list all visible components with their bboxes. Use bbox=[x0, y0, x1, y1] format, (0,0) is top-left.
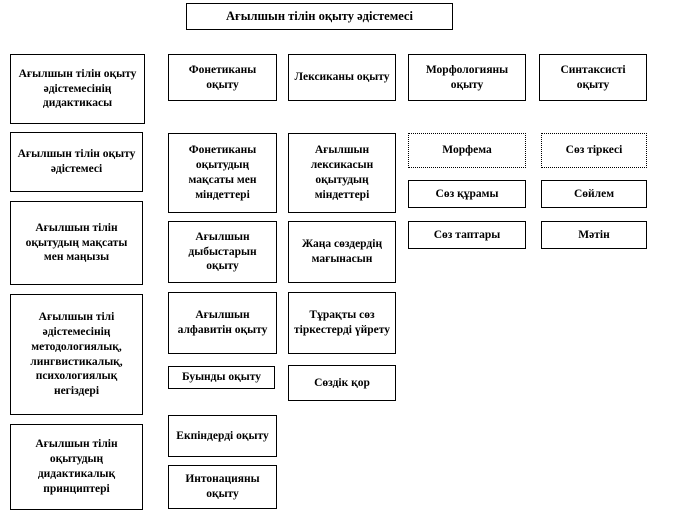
col4-box-parts-of-speech: Сөз таптары bbox=[408, 221, 526, 249]
col2-box-intonation: Интонацияны оқыту bbox=[168, 465, 277, 509]
diagram-title: Ағылшын тілін оқыту әдістемесі bbox=[186, 3, 453, 30]
col1-box-methodology: Ағылшын тілін оқыту әдістемесі bbox=[10, 132, 143, 192]
col4-box-morphology: Морфологияны оқыту bbox=[408, 54, 526, 101]
col4-box-morpheme: Морфема bbox=[408, 133, 526, 168]
col3-box-phrases: Тұрақты сөз тіркестерді үйрету bbox=[288, 292, 396, 354]
col2-box-syllables: Буынды оқыту bbox=[168, 366, 275, 389]
col3-box-vocabulary: Сөздік қор bbox=[288, 365, 396, 401]
col2-box-sounds: Ағылшын дыбыстарын оқыту bbox=[168, 221, 277, 283]
col2-box-phonetics-aims: Фонетиканы оқытудың мақсаты мен міндеттері bbox=[168, 133, 277, 213]
col5-box-syntax: Синтаксисті оқыту bbox=[539, 54, 647, 101]
col3-box-new-words: Жаңа сөздердің мағынасын bbox=[288, 221, 396, 283]
col1-box-principles: Ағылшын тілін оқытудың дидактикалық принциптері bbox=[10, 424, 143, 510]
col5-box-sentence: Сөйлем bbox=[541, 180, 647, 208]
col2-box-alphabet: Ағылшын алфавитін оқыту bbox=[168, 292, 277, 354]
col2-box-phonetics: Фонетиканы оқыту bbox=[168, 54, 277, 101]
col1-box-aims: Ағылшын тілін оқытудың мақсаты мен маңызы bbox=[10, 201, 143, 285]
col2-box-stress: Екпіндерді оқыту bbox=[168, 415, 277, 457]
col4-box-word-structure: Сөз құрамы bbox=[408, 180, 526, 208]
col3-box-lexis-tasks: Ағылшын лексикасын оқытудың міндеттері bbox=[288, 133, 396, 213]
col1-box-didactics: Ағылшын тілін оқыту әдістемесінің дидактикасы bbox=[10, 54, 145, 124]
col5-box-text: Мәтін bbox=[541, 221, 647, 249]
col1-box-foundations: Ағылшын тілі әдістемесінің методологиялық, лингвистикалық, психологиялық негіздері bbox=[10, 294, 143, 415]
col5-box-word-combination: Сөз тіркесі bbox=[541, 133, 647, 168]
col3-box-lexis: Лексиканы оқыту bbox=[288, 54, 396, 101]
